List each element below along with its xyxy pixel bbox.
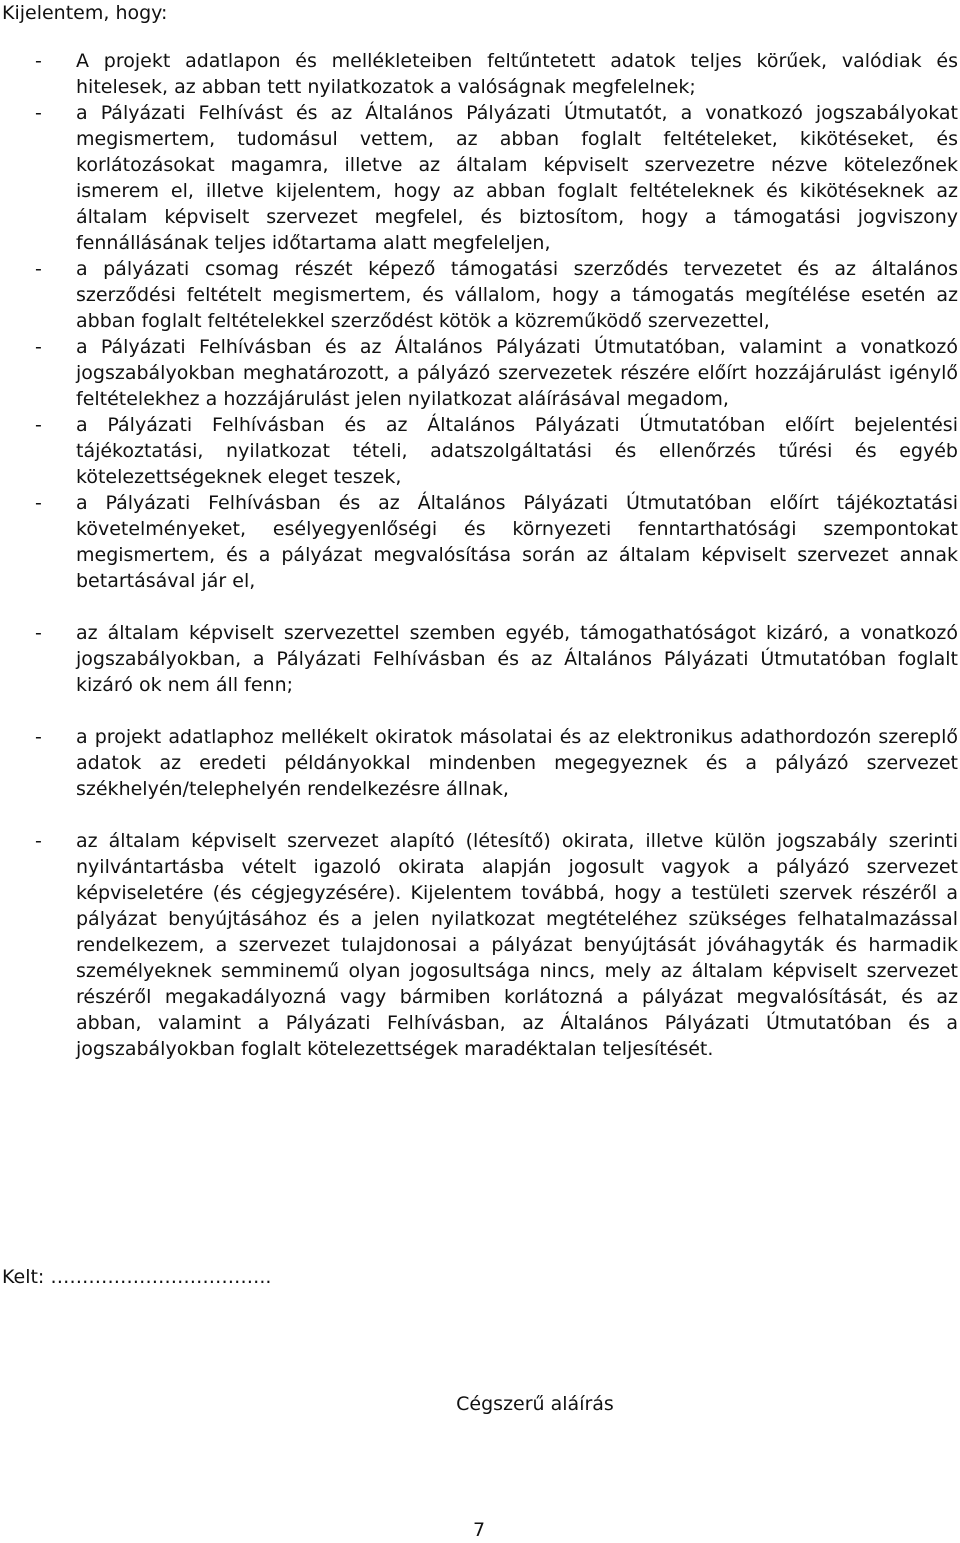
list-item-text: a Pályázati Felhívásban és az Általános Pályázati Útmutatóban előírt tájékoztatási követelményeket, esélyegyenlőségi és környezeti fenntarthatósági szempontokat megismertem, és a pályázat megvalósítása során az általam képviselt szervezet annak betartásával jár el,	[76, 492, 958, 592]
list-item	[0, 490, 958, 594]
list-dash: -	[35, 336, 42, 358]
list-dash: -	[35, 726, 42, 748]
list-dash: -	[35, 830, 42, 852]
list-item	[0, 100, 958, 256]
list-item-text: a projekt adatlaphoz mellékelt okiratok másolatai és az elektronikus adathordozón szereplő adatok az eredeti példányokkal mindenben megegyeznek és a pályázó szervezet székhelyén/telephelyén rendelkezésre állnak,	[76, 726, 958, 800]
list-dash: -	[35, 492, 42, 514]
list-item	[0, 334, 958, 412]
list-dash: -	[35, 50, 42, 72]
list-item	[0, 724, 958, 802]
list-item	[0, 412, 958, 490]
declaration-list	[0, 48, 958, 1062]
declaration-heading: Kijelentem, hogy:	[2, 2, 168, 24]
list-item-text: az általam képviselt szervezettel szemben egyéb, támogathatóságot kizáró, a vonatkozó jogszabályokban, a Pályázati Felhívásban és az Általános Pályázati Útmutatóban foglalt kizáró ok nem áll fenn;	[76, 622, 958, 696]
list-item-text: a Pályázati Felhívásban és az Általános Pályázati Útmutatóban előírt bejelentési tájékoztatási, nyilatkozat tételi, adatszolgáltatási és ellenőrzés tűrési és egyéb kötelezettségeknek eleget teszek,	[76, 414, 958, 488]
list-item-text: a Pályázati Felhívást és az Általános Pályázati Útmutatót, a vonatkozó jogszabályokat megismertem, tudomásul vettem, az abban foglalt feltételeket, kikötéseket, és korlátozásokat magamra, illetve az általam képviselt szervezetre nézve kötelezőnek ismerem el, illetve kijelentem, hogy az abban foglalt feltételeknek és kikötéseknek az általam képviselt szervezet megfelel, és biztosítom, hogy a támogatási jogviszony fennállásának teljes időtartama alatt megfeleljen,	[76, 102, 958, 254]
list-item-text: a pályázati csomag részét képező támogatási szerződés tervezetet és az általános szerződési feltételt megismertem, és vállalom, hogy a támogatás megítélése esetén az abban foglalt feltételekkel szerződést kötök a közreműködő szervezettel,	[76, 258, 958, 332]
list-dash: -	[35, 258, 42, 280]
list-item	[0, 256, 958, 334]
list-item	[0, 48, 958, 100]
page-number: 7	[472, 1519, 486, 1541]
list-dash: -	[35, 414, 42, 436]
list-item-text: a Pályázati Felhívásban és az Általános Pályázati Útmutatóban, valamint a vonatkozó jogszabályokban meghatározott, a pályázó szervezetek részére előírt hozzájárulást igénylő feltételekhez a hozzájárulást jelen nyilatkozat aláírásával megadom,	[76, 336, 958, 410]
list-item	[0, 828, 958, 1062]
date-line: Kelt: ……………………………..	[2, 1266, 272, 1288]
list-item	[0, 620, 958, 698]
list-dash: -	[35, 102, 42, 124]
signature-label: Cégszerű aláírás	[456, 1393, 614, 1415]
list-dash: -	[35, 622, 42, 644]
list-item-text: A projekt adatlapon és mellékleteiben feltűntetett adatok teljes körűek, valódiak és hitelesek, az abban tett nyilatkozatok a valóságnak megfelelnek;	[76, 50, 958, 98]
list-item-text: az általam képviselt szervezet alapító (létesítő) okirata, illetve külön jogszabály szerinti nyilvántartásba vételt igazoló okirata alapján jogosult vagyok a pályázó szervezet képviseletére (és cégjegyzésére). Kijelentem továbbá, hogy a testületi szervek részéről a pályázat benyújtásához és a jelen nyilatkozat megtételéhez szükséges felhatalmazással rendelkezem, a szervezet tulajdonosai a pályázat benyújtását jóváhagyták és harmadik személyeknek semminemű olyan jogosultsága nincs, mely az általam képviselt szervezet részéről megakadályozná vagy bármiben korlátozná a pályázat megvalósítását, és az abban, valamint a Pályázati Felhívásban, az Általános Pályázati Útmutatóban és a jogszabályokban foglalt kötelezettségek maradéktalan teljesítését.	[76, 830, 958, 1060]
